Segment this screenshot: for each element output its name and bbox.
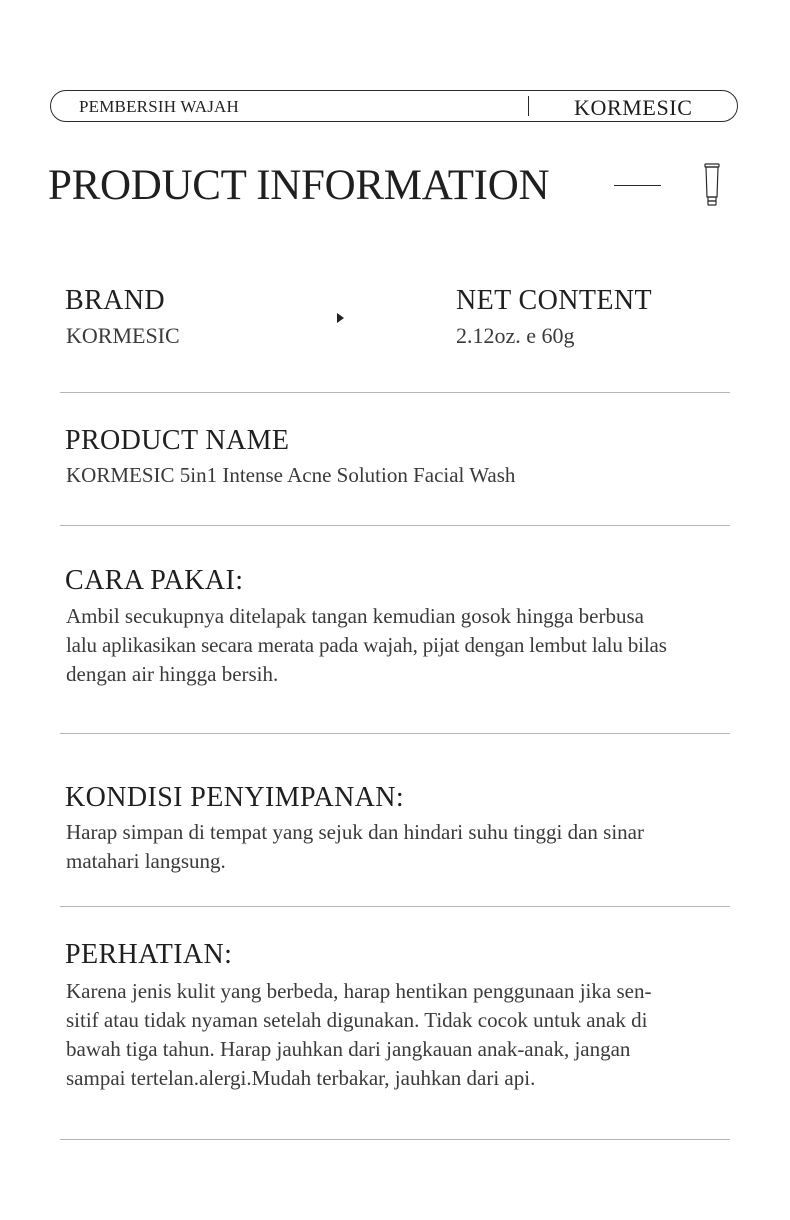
warning-line: Karena jenis kulit yang berbeda, harap hentikan penggunaan jika sen- [66, 979, 652, 1003]
section-divider [60, 525, 730, 526]
usage-line: dengan air hingga bersih. [66, 662, 279, 686]
warning-line: bawah tiga tahun. Harap jauhkan dari jangkauan anak-anak, jangan [66, 1037, 631, 1061]
usage-line: Ambil secukupnya ditelapak tangan kemudian gosok hingga berbusa [66, 604, 644, 628]
storage-text [66, 818, 644, 876]
warning-label: PERHATIAN: [65, 939, 233, 970]
warning-line: sitif atau tidak nyaman setelah digunakan. Tidak cocok untuk anak di [66, 1008, 648, 1032]
header-divider [528, 96, 529, 116]
product-name-value: KORMESIC 5in1 Intense Acne Solution Facial Wash [66, 463, 516, 487]
net-content-value: 2.12oz. e 60g [456, 323, 575, 348]
section-divider [60, 1139, 730, 1140]
section-divider [60, 392, 730, 393]
storage-label: KONDISI PENYIMPANAN: [65, 782, 405, 813]
warning-line: sampai tertelan.alergi.Mudah terbakar, jauhkan dari api. [66, 1066, 536, 1090]
header-category-label: PEMBERSIH WAJAH [79, 97, 239, 116]
play-arrow-icon [337, 313, 344, 323]
page-title: PRODUCT INFORMATION [48, 162, 550, 209]
brand-value: KORMESIC [66, 323, 180, 348]
brand-logo: KORMESIC [574, 95, 693, 120]
usage-label: CARA PAKAI: [65, 565, 244, 596]
section-divider [60, 906, 730, 907]
product-name-label: PRODUCT NAME [65, 425, 290, 456]
usage-line: lalu aplikasikan secara merata pada wajah, pijat dengan lembut lalu bilas [66, 633, 667, 657]
usage-text [66, 602, 667, 689]
title-dash [614, 185, 661, 186]
storage-line: Harap simpan di tempat yang sejuk dan hindari suhu tinggi dan sinar [66, 820, 644, 844]
cosmetic-tube-icon [702, 163, 722, 207]
net-content-label: NET CONTENT [456, 285, 652, 316]
storage-line: matahari langsung. [66, 849, 226, 873]
brand-label: BRAND [65, 285, 166, 316]
warning-text [66, 977, 651, 1093]
section-divider [60, 733, 730, 734]
